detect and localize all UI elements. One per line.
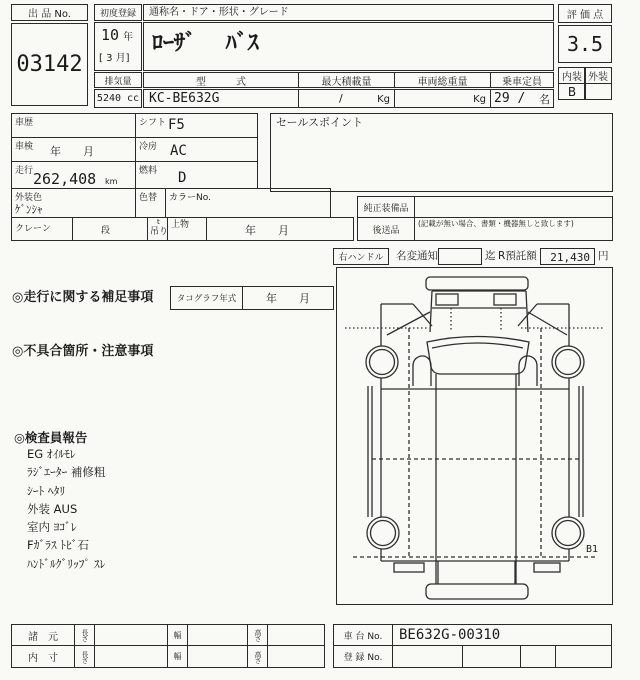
length-label-text: 長さ bbox=[81, 629, 89, 641]
registration-cell-4 bbox=[555, 645, 612, 668]
vehicle-name-header-label: 通称名・ドア・形状・グレード bbox=[149, 7, 289, 18]
inner-width-cell bbox=[187, 645, 248, 668]
deposit-value: 21,430 bbox=[550, 251, 590, 264]
vehicle-diagram-box bbox=[336, 267, 613, 605]
inspector-item: EG ｵｲﾙﾓﾚ bbox=[27, 447, 76, 461]
inspection-value: 年 月 bbox=[50, 145, 94, 158]
capacity-cell bbox=[490, 89, 554, 108]
registration-cell-3 bbox=[520, 645, 556, 668]
crane-lift-label: 吊り bbox=[150, 227, 169, 237]
inner-dims-row-label: 内 寸 bbox=[11, 645, 75, 668]
displacement-value: 5240 cc bbox=[94, 89, 142, 108]
registration-number-label: 登 録 No. bbox=[333, 645, 393, 668]
sales-point-box bbox=[270, 113, 613, 192]
length-cell bbox=[94, 624, 168, 646]
model-header: 型 式 bbox=[143, 72, 299, 88]
vehicle-name-header bbox=[143, 4, 554, 21]
fuel-cell bbox=[135, 161, 258, 189]
color-change-label: 色替 bbox=[139, 193, 158, 203]
mileage-label: 走行 bbox=[15, 166, 34, 176]
ac-label: 冷房 bbox=[139, 142, 158, 152]
damage-mark-b1: B1 bbox=[586, 544, 599, 555]
history-label: 車歴 bbox=[15, 118, 34, 128]
tachograph-value: 年 月 bbox=[242, 286, 334, 310]
forwarded-items-cell bbox=[414, 217, 613, 241]
body-type-label: 上物 bbox=[171, 220, 190, 230]
inner-height-cell bbox=[267, 645, 325, 668]
inner-height-label bbox=[247, 645, 268, 668]
registration-cell-1 bbox=[392, 645, 463, 668]
width-label: 幅 bbox=[167, 624, 188, 646]
crane-lift-cell bbox=[147, 217, 168, 241]
max-load-slash: / bbox=[339, 92, 343, 105]
score-header: 評 価 点 bbox=[558, 4, 612, 23]
deposit-label: R預託額 bbox=[498, 250, 537, 262]
exterior-grade-value bbox=[584, 83, 612, 100]
chassis-number-cell bbox=[392, 624, 612, 646]
gross-weight-header: 車両総重量 bbox=[394, 72, 491, 88]
crane-stage-label: 段 bbox=[101, 226, 111, 236]
inspector-item: 室内 ﾖｺﾞﾚ bbox=[27, 520, 77, 534]
chassis-number-label: 車 台 No. bbox=[333, 624, 393, 646]
interior-grade-value: B bbox=[558, 83, 586, 100]
ac-value: AC bbox=[170, 143, 187, 159]
forwarded-items-label: 後送品 bbox=[357, 217, 415, 241]
crane-cell bbox=[11, 217, 73, 241]
deposit-value-cell bbox=[540, 248, 595, 265]
capacity-value: 29 / bbox=[494, 91, 526, 106]
shift-cell bbox=[135, 113, 258, 138]
mileage-cell bbox=[11, 161, 136, 189]
name-change-label: 名変通知 bbox=[396, 250, 438, 262]
chassis-number-value: BE632G-00310 bbox=[399, 627, 501, 643]
until-label: 迄 bbox=[485, 250, 496, 262]
inner-length-label-text: 長さ bbox=[81, 650, 89, 663]
first-registration-cell bbox=[94, 22, 142, 71]
genuine-equipment-cell bbox=[414, 196, 613, 218]
lot-number-value: 03142 bbox=[11, 23, 88, 106]
dimensions-row-label: 諸 元 bbox=[11, 624, 75, 646]
inner-length-cell bbox=[94, 645, 168, 668]
first-registration-header: 初度登録 bbox=[94, 4, 142, 21]
color-no-label: カラーNo. bbox=[169, 193, 211, 203]
exterior-color-label: 外装色 bbox=[15, 193, 43, 203]
inspector-item: Fｶﾞﾗｽ ﾄﾋﾞ石 bbox=[27, 538, 90, 552]
height-label bbox=[247, 624, 268, 646]
displacement-header: 排気量 bbox=[94, 72, 142, 88]
crane-ton-label: t bbox=[157, 218, 160, 226]
inspector-item: ﾊﾝﾄﾞﾙｸﾞﾘｯﾌﾟ ｽﾚ bbox=[27, 557, 106, 571]
height-label-text: 高さ bbox=[254, 629, 262, 641]
color-no-cell bbox=[165, 188, 331, 218]
genuine-equipment-label: 純正装備品 bbox=[357, 196, 415, 218]
model-value: KC-BE632G bbox=[149, 91, 220, 106]
inspector-item: 外装 AUS bbox=[27, 502, 78, 516]
color-change-cell bbox=[135, 188, 166, 218]
name-change-cell bbox=[438, 248, 482, 265]
score-value: 3.5 bbox=[558, 25, 612, 63]
vehicle-name: ﾛｰｻﾞ ﾊﾞｽ bbox=[152, 31, 259, 56]
inspector-item: ｼｰﾄ ﾍﾀﾘ bbox=[27, 484, 66, 498]
crane-stage-cell bbox=[72, 217, 148, 241]
fuel-value: D bbox=[178, 170, 187, 186]
exterior-color-value: ｹﾞﾝｼｬ bbox=[15, 203, 43, 216]
max-load-unit: Kg bbox=[377, 94, 390, 105]
first-registration-year: 10 bbox=[101, 26, 120, 44]
model-value-cell bbox=[143, 89, 299, 108]
tachograph-label: タコグラフ年式 bbox=[170, 286, 243, 310]
lot-number-header: 出 品 No. bbox=[11, 4, 88, 21]
exterior-color-cell bbox=[11, 188, 136, 218]
ac-cell bbox=[135, 137, 258, 162]
first-registration-month: [ 3 月] bbox=[99, 53, 130, 64]
capacity-unit: 名 bbox=[539, 93, 550, 106]
height-cell bbox=[267, 624, 325, 646]
first-registration-year-unit: 年 bbox=[123, 32, 133, 43]
sales-point-label: セールスポイント bbox=[276, 116, 364, 129]
registration-cell-2 bbox=[462, 645, 521, 668]
inspection-cell bbox=[11, 137, 136, 162]
inspector-report-title: ◎検査員報告 bbox=[14, 430, 88, 445]
interior-grade-header: 内装 bbox=[558, 67, 586, 84]
forwarded-items-note: (記載が無い場合、書類・機器無しと致します) bbox=[418, 219, 574, 228]
gross-weight-cell bbox=[394, 89, 491, 108]
fuel-label: 燃料 bbox=[139, 166, 158, 176]
shift-value: F5 bbox=[168, 117, 185, 133]
history-cell bbox=[11, 113, 136, 138]
body-date-value: 年 月 bbox=[245, 224, 289, 237]
mileage-unit: km bbox=[105, 177, 118, 186]
vehicle-name-cell bbox=[143, 22, 554, 71]
inner-length-label bbox=[74, 645, 95, 668]
shift-label: シフト bbox=[139, 118, 167, 128]
capacity-header: 乗車定員 bbox=[490, 72, 554, 88]
yen-label: 円 bbox=[598, 250, 609, 262]
inner-width-label: 幅 bbox=[167, 645, 188, 668]
body-type-cell bbox=[167, 217, 207, 241]
handle-position-badge: 右ハンドル bbox=[333, 248, 389, 265]
gross-weight-unit: Kg bbox=[473, 94, 486, 105]
crane-label: クレーン bbox=[15, 224, 51, 234]
mileage-value: 262,408 bbox=[33, 170, 97, 188]
inner-height-label-text: 高さ bbox=[254, 650, 262, 663]
width-cell bbox=[187, 624, 248, 646]
max-load-header: 最大積載量 bbox=[298, 72, 395, 88]
defect-note-title: ◎不具合箇所・注意事項 bbox=[12, 344, 154, 359]
mileage-note-title: ◎走行に関する補足事項 bbox=[12, 290, 154, 305]
exterior-grade-header: 外装 bbox=[584, 67, 612, 84]
body-date-cell bbox=[206, 217, 354, 241]
length-label bbox=[74, 624, 95, 646]
inspection-label: 車検 bbox=[15, 142, 34, 152]
inspector-item: ﾗｼﾞｴｰﾀｰ 補修粗 bbox=[27, 465, 106, 479]
max-load-cell bbox=[298, 89, 395, 108]
vehicle-top-view-diagram bbox=[337, 268, 612, 604]
